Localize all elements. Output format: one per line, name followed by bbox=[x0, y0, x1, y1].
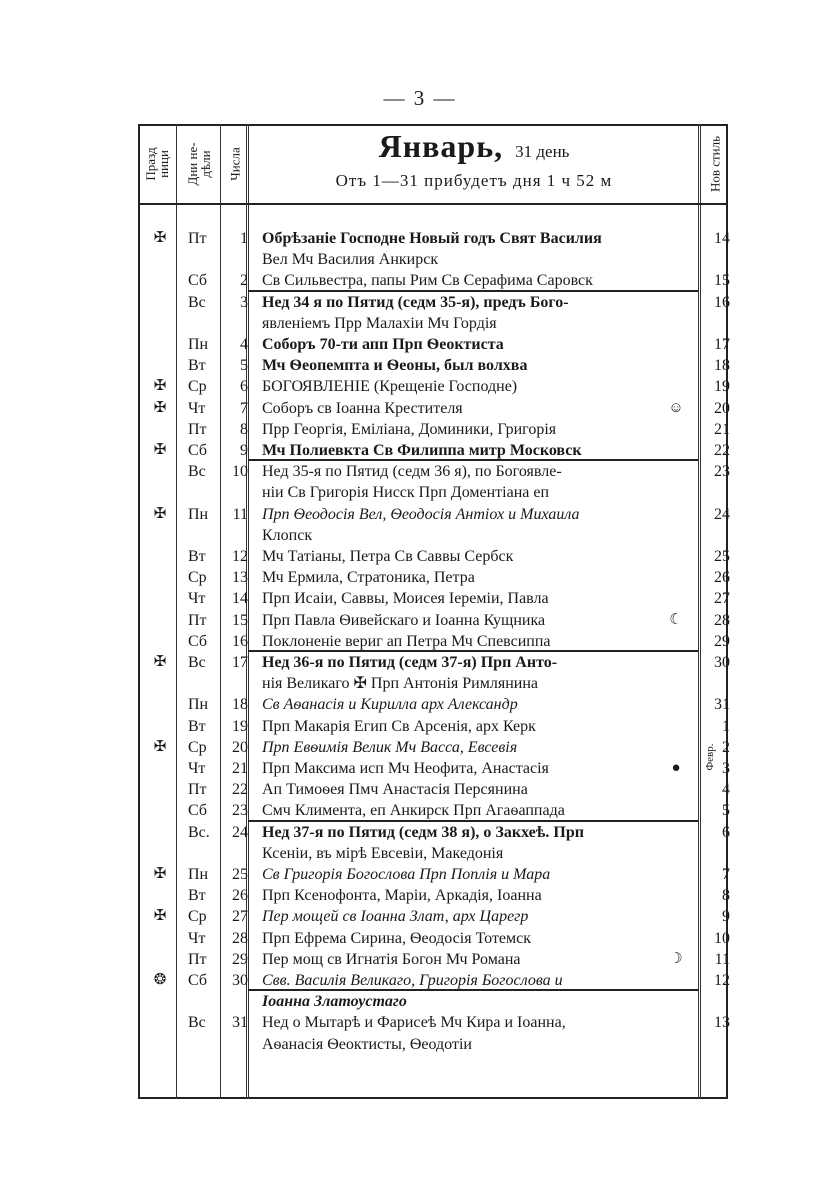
date-number: 4 bbox=[240, 336, 248, 353]
date-number: 17 bbox=[232, 654, 248, 671]
saints-text: Прп Макарія Егип Св Арсенія, арх Керк bbox=[262, 717, 536, 735]
weekday: Вт bbox=[188, 887, 206, 905]
calendar-row bbox=[0, 546, 840, 567]
col-header-feasts: Празд ници bbox=[143, 147, 171, 181]
weekday: Ср bbox=[188, 378, 207, 396]
new-style-date: 17 bbox=[714, 336, 730, 353]
new-style-date: 8 bbox=[722, 887, 730, 905]
calendar-row bbox=[0, 292, 840, 313]
new-style-date: 21 bbox=[714, 420, 730, 438]
weekday: Пн bbox=[188, 505, 209, 523]
new-style-date: 5 bbox=[722, 802, 730, 820]
new-style-date: 27 bbox=[714, 590, 730, 608]
saints-text: Мч Ермила, Стратоника, Петра bbox=[262, 569, 475, 587]
feast-symbol-icon: ✠ bbox=[153, 378, 167, 395]
new-style-date: 19 bbox=[714, 378, 730, 396]
weekday: Вс bbox=[188, 654, 206, 671]
saints-text: Ксеніи, въ мірѣ Евсевіи, Македонія bbox=[262, 844, 504, 862]
weekday: Пн bbox=[188, 866, 209, 883]
new-style-date: 29 bbox=[714, 632, 730, 650]
new-style-date: 1 bbox=[722, 717, 730, 735]
date-number: 16 bbox=[232, 632, 248, 650]
weekday: Пн bbox=[188, 336, 209, 353]
moon-phase-icon: ☾ bbox=[669, 611, 683, 628]
calendar-row bbox=[0, 652, 840, 673]
weekday: Вт bbox=[188, 548, 206, 565]
saints-text: Свв. Василія Великаго, Григорія Богослова и bbox=[262, 972, 563, 989]
weekday: Сб bbox=[188, 802, 208, 820]
weekday: Чт bbox=[188, 399, 206, 417]
calendar-row bbox=[0, 504, 840, 525]
week-separator bbox=[248, 989, 698, 991]
saints-text: Св Григорія Богослова Прп Поплія и Мара bbox=[262, 866, 551, 883]
weekday: Вс bbox=[188, 463, 206, 481]
col-header-dates: Числа bbox=[227, 147, 243, 181]
calendar-row bbox=[0, 270, 840, 291]
new-style-date: 6 bbox=[722, 823, 730, 841]
new-style-date: 18 bbox=[714, 357, 730, 375]
feast-symbol-icon: ✠ bbox=[153, 738, 167, 755]
weekday: Вс bbox=[188, 293, 206, 311]
date-number: 26 bbox=[232, 887, 248, 905]
saints-text: Пер мощей св Іоанна Злат, арх Царегр bbox=[262, 908, 529, 926]
saints-text: БОГОЯВЛЕНІЕ (Крещеніе Господне) bbox=[262, 378, 518, 396]
saints-text: Смч Климента, еп Анкирск Прп Агаѳаппада bbox=[262, 802, 565, 820]
new-style-date: 22 bbox=[714, 442, 730, 459]
daylight-note: Отъ 1—31 прибудетъ дня 1 ч 52 м bbox=[335, 171, 613, 190]
new-style-date: 25 bbox=[714, 548, 730, 565]
calendar-row bbox=[0, 440, 840, 461]
calendar-row bbox=[0, 758, 840, 779]
saints-text: Св Сильвестра, папы Рим Св Серафима Саровск bbox=[262, 272, 593, 290]
new-style-date: 10 bbox=[714, 929, 730, 947]
days-count: 31 день bbox=[515, 142, 570, 161]
calendar-row bbox=[0, 228, 840, 249]
saints-text: Прп Павла Ѳивейскаго и Іоанна Кущника bbox=[262, 611, 546, 629]
saints-text: Нед 34 я по Пятид (седм 35-я), предъ Бого- bbox=[262, 293, 569, 311]
saints-text: Клопск bbox=[262, 526, 313, 544]
col-header-weekdays: Дни не- дѣли bbox=[185, 142, 213, 186]
date-number: 10 bbox=[232, 463, 248, 481]
page-number: — 3 — bbox=[383, 86, 457, 110]
saints-text: Прп Исаіи, Саввы, Моисея Іереміи, Павла bbox=[262, 590, 549, 608]
feast-symbol-icon: ✠ bbox=[153, 654, 167, 670]
saints-text: нія Великаго ✠ Прп Антонія Римлянина bbox=[262, 675, 538, 693]
weekday: Пт bbox=[188, 950, 207, 968]
saints-text: Прп Евѳимія Велик Мч Васса, Евсевія bbox=[262, 738, 518, 756]
weekday: Сб bbox=[188, 632, 208, 650]
saints-text: Св Аѳанасія и Кирилла арх Александр bbox=[262, 696, 518, 714]
calendar-row bbox=[0, 631, 840, 652]
weekday: Вт bbox=[188, 357, 206, 375]
saints-text: Ап Тимоѳея Пмч Анастасія Персянина bbox=[262, 781, 528, 799]
saints-text: Нед 35-я по Пятид (седм 36 я), по Богоявле- bbox=[262, 463, 562, 481]
new-style-date: 3 bbox=[722, 760, 730, 777]
calendar-row bbox=[0, 822, 840, 843]
date-number: 11 bbox=[232, 505, 248, 523]
date-number: 5 bbox=[240, 357, 248, 375]
calendar-row bbox=[0, 716, 840, 737]
saints-text: Поклоненіе вериг ап Петра Мч Спевсиппа bbox=[262, 632, 551, 650]
calendar-row bbox=[0, 800, 840, 821]
calendar-row bbox=[0, 673, 840, 694]
new-style-date: 4 bbox=[722, 781, 730, 799]
weekday: Вт bbox=[188, 717, 206, 735]
saints-text: Прп Ефрема Сирина, Ѳеодосія Тотемск bbox=[262, 929, 532, 947]
new-style-date: 11 bbox=[714, 950, 730, 968]
moon-phase-icon: ● bbox=[671, 760, 681, 776]
saints-text: Вел Мч Василия Анкирск bbox=[262, 251, 439, 269]
calendar-row bbox=[0, 567, 840, 588]
saints-text: явленіемъ Прр Малахіи Мч Гордія bbox=[262, 314, 497, 332]
date-number: 1 bbox=[240, 230, 248, 247]
feast-symbol-icon: ✠ bbox=[153, 505, 167, 522]
weekday: Чт bbox=[188, 760, 206, 777]
saints-text: Прп Ксенофонта, Маріи, Аркадія, Іоанна bbox=[262, 887, 542, 905]
saints-text: Аѳанасія Ѳеоктисты, Ѳеодотіи bbox=[262, 1035, 472, 1053]
saints-text: Мч Ѳеопемпта и Ѳеоны, был волхва bbox=[262, 357, 528, 375]
new-style-date: 16 bbox=[714, 293, 730, 311]
new-style-date: 30 bbox=[714, 654, 730, 671]
feast-symbol-icon: ✠ bbox=[153, 230, 167, 246]
calendar-row bbox=[0, 779, 840, 800]
saints-text: ніи Св Григорія Нисск Прп Доментіана еп bbox=[262, 484, 550, 502]
new-style-date: 14 bbox=[714, 230, 730, 247]
weekday: Сб bbox=[188, 972, 208, 989]
new-style-date: 9 bbox=[722, 908, 730, 926]
week-separator bbox=[248, 820, 698, 822]
date-number: 6 bbox=[240, 378, 248, 396]
weekday: Пт bbox=[188, 230, 207, 247]
feast-symbol-icon: ✠ bbox=[153, 908, 167, 925]
date-number: 28 bbox=[232, 929, 248, 947]
new-style-date: 20 bbox=[714, 399, 730, 417]
calendar-row bbox=[0, 991, 840, 1012]
date-number: 14 bbox=[232, 590, 248, 608]
saints-text: Пер мощ св Игнатія Богон Мч Романа bbox=[262, 950, 521, 968]
weekday: Сб bbox=[188, 272, 208, 290]
calendar-row bbox=[0, 906, 840, 927]
date-number: 29 bbox=[232, 950, 248, 968]
feast-symbol-icon: ✠ bbox=[153, 399, 167, 416]
weekday: Чт bbox=[188, 590, 206, 608]
calendar-row bbox=[0, 737, 840, 758]
date-number: 23 bbox=[232, 802, 248, 820]
header-divider bbox=[138, 203, 728, 205]
month-title: Январь, bbox=[378, 128, 504, 164]
calendar-row bbox=[0, 419, 840, 440]
date-number: 24 bbox=[232, 823, 248, 841]
calendar-row bbox=[0, 949, 840, 970]
weekday: Пт bbox=[188, 781, 207, 799]
calendar-row bbox=[0, 970, 840, 991]
date-number: 12 bbox=[232, 548, 248, 565]
weekday: Ср bbox=[188, 738, 207, 756]
saints-text: Нед 36-я по Пятид (седм 37-я) Прп Анто- bbox=[262, 654, 558, 671]
saints-text: Прп Ѳеодосія Вел, Ѳеодосія Антіох и Михаила bbox=[262, 505, 580, 523]
date-number: 31 bbox=[232, 1014, 248, 1032]
saints-text: Прп Максима исп Мч Неофита, Анастасія bbox=[262, 760, 549, 777]
weekday: Вс. bbox=[188, 823, 210, 841]
saints-text: Нед 37-я по Пятид (седм 38 я), о Закхеѣ. Прп bbox=[262, 823, 584, 841]
feast-symbol-icon: ✠ bbox=[153, 442, 167, 458]
week-separator bbox=[248, 650, 698, 652]
new-style-date: 24 bbox=[714, 505, 730, 523]
calendar-row bbox=[0, 398, 840, 419]
date-number: 21 bbox=[232, 760, 248, 777]
calendar-row bbox=[0, 1012, 840, 1033]
new-style-date: 2 bbox=[722, 738, 730, 756]
date-number: 18 bbox=[232, 696, 248, 714]
weekday: Сб bbox=[188, 442, 208, 459]
calendar-row bbox=[0, 355, 840, 376]
date-number: 22 bbox=[232, 781, 248, 799]
moon-phase-icon: ☺ bbox=[668, 399, 684, 416]
calendar-row bbox=[0, 1034, 840, 1055]
february-label: Февр. bbox=[704, 743, 716, 771]
calendar-row bbox=[0, 588, 840, 609]
calendar-row bbox=[0, 461, 840, 482]
calendar-row bbox=[0, 249, 840, 270]
week-separator bbox=[248, 290, 698, 292]
calendar-row bbox=[0, 864, 840, 885]
weekday: Пт bbox=[188, 611, 207, 629]
weekday: Ср bbox=[188, 569, 207, 587]
calendar-row bbox=[0, 334, 840, 355]
calendar-row bbox=[0, 694, 840, 715]
weekday: Ср bbox=[188, 908, 207, 926]
calendar-row bbox=[0, 843, 840, 864]
new-style-date: 23 bbox=[714, 463, 730, 481]
saints-text: Прр Георгія, Еміліана, Доминики, Григорія bbox=[262, 420, 557, 438]
date-number: 27 bbox=[232, 908, 248, 926]
saints-text: Соборъ 70-ти апп Прп Ѳеоктиста bbox=[262, 336, 504, 353]
feast-symbol-icon: ✠ bbox=[153, 866, 167, 882]
new-style-date: 31 bbox=[714, 696, 730, 714]
date-number: 7 bbox=[240, 399, 248, 417]
date-number: 30 bbox=[232, 972, 248, 989]
saints-text: Мч Татіаны, Петра Св Саввы Сербск bbox=[262, 548, 514, 565]
calendar-row bbox=[0, 610, 840, 631]
date-number: 20 bbox=[232, 738, 248, 756]
calendar-row bbox=[0, 482, 840, 503]
calendar-row bbox=[0, 885, 840, 906]
weekday: Пн bbox=[188, 696, 209, 714]
saints-text: Нед о Мытарѣ и Фарисеѣ Мч Кира и Іоанна, bbox=[262, 1014, 566, 1032]
weekday: Чт bbox=[188, 929, 206, 947]
feast-symbol-icon: ❂ bbox=[153, 972, 167, 988]
date-number: 15 bbox=[232, 611, 248, 629]
week-separator bbox=[248, 459, 698, 461]
calendar-row bbox=[0, 525, 840, 546]
moon-phase-icon: ☽ bbox=[669, 950, 683, 967]
weekday: Пт bbox=[188, 420, 207, 438]
date-number: 19 bbox=[232, 717, 248, 735]
calendar-row bbox=[0, 928, 840, 949]
new-style-date: 15 bbox=[714, 272, 730, 290]
new-style-date: 13 bbox=[714, 1014, 730, 1032]
saints-text: Обрѣзаніе Господне Новый годъ Свят Василия bbox=[262, 230, 602, 247]
new-style-date: 26 bbox=[714, 569, 730, 587]
col-header-new-style: Нов стиль bbox=[707, 135, 723, 193]
date-number: 8 bbox=[240, 420, 248, 438]
saints-text: Іоанна Златоустаго bbox=[262, 993, 407, 1011]
date-number: 13 bbox=[232, 569, 248, 587]
date-number: 3 bbox=[240, 293, 248, 311]
new-style-date: 28 bbox=[714, 611, 730, 629]
calendar-row bbox=[0, 376, 840, 397]
weekday: Вс bbox=[188, 1014, 206, 1032]
date-number: 9 bbox=[240, 442, 248, 459]
saints-text: Соборъ св Іоанна Крестителя bbox=[262, 399, 463, 417]
calendar-row bbox=[0, 313, 840, 334]
month-header bbox=[250, 128, 698, 198]
saints-text: Мч Полиевкта Св Филиппа митр Московск bbox=[262, 442, 582, 459]
date-number: 25 bbox=[232, 866, 248, 883]
new-style-date: 12 bbox=[714, 972, 730, 989]
date-number: 2 bbox=[240, 272, 248, 290]
new-style-date: 7 bbox=[722, 866, 730, 883]
